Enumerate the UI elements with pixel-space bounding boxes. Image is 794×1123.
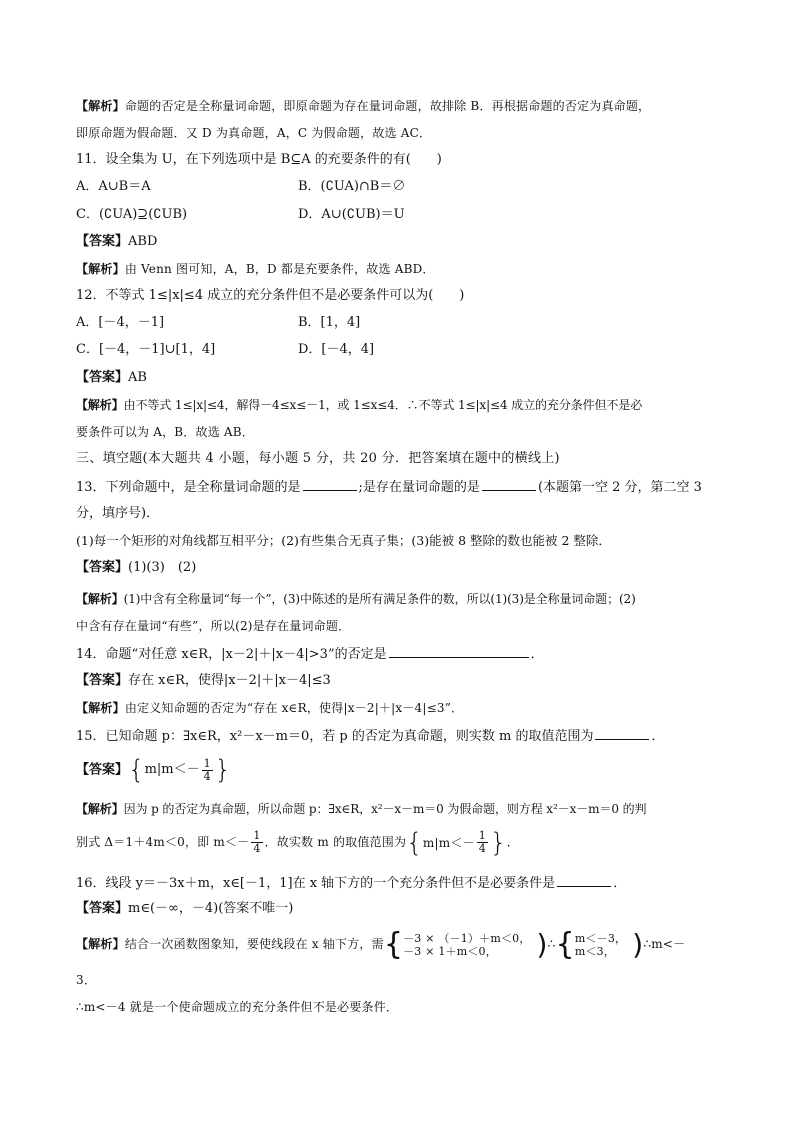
analysis-tag: 【解析】 xyxy=(76,701,125,715)
analysis-tag: 【解析】 xyxy=(76,262,125,276)
fraction: $\frac{1}{4}$ xyxy=(478,829,486,855)
q11-answer: 【答案】ABD xyxy=(76,234,158,249)
q13-answer: 【答案】(1)(3) (2) xyxy=(76,560,197,575)
answer-blank-2[interactable] xyxy=(482,477,536,491)
q15-answer xyxy=(76,752,736,788)
q10-analysis-line1: 【解析】命题的否定是全称量词命题，即原命题为存在量词命题，故排除 B．再根据命题的否定为真命题， xyxy=(76,99,651,113)
q15-analysis-line2: 别式 Δ＝1＋4m＜0，即 m＜－ $\frac{1}{4}$ ．故实数 m 的取值范围为 { m|m＜－ $\frac{1}{4}$ } ． xyxy=(76,824,736,860)
inequality-system-1: { －3 × （－1）＋m＜0， －3 × 1＋m＜0， ) xyxy=(383,926,548,962)
answer-blank[interactable] xyxy=(389,644,529,658)
q15-stem: 15．已知命题 p：∃x∈R，x²－x－m＝0，若 p 的否定为真命题，则实数 m 的取值范围为 ． xyxy=(76,726,736,746)
q12-stem: 12．不等式 1≤|x|≤4 成立的充分条件但不是必要条件可以为( ) xyxy=(76,288,465,303)
q16-analysis-line2: 3． xyxy=(76,973,97,987)
answer-set: { m|m＜－ $\frac{1}{4}$ } xyxy=(128,755,232,785)
q12-option-a: A．[－4，－1] xyxy=(76,315,165,330)
answer-tag: 【答案】 xyxy=(76,762,129,778)
analysis-tag: 【解析】 xyxy=(76,398,124,412)
q12-analysis-line1: 【解析】由不等式 1≤|x|≤4，解得－4≤x≤－1，或 1≤x≤4．∴不等式 1≤|x|≤4 成立的充分条件但不是必 xyxy=(76,398,643,412)
answer-blank-1[interactable] xyxy=(303,477,357,491)
q16-analysis-line1: 【解析】结合一次函数图象知，要使线段在 x 轴下方，需 { －3 × （－1）＋m＜0， －3 × 1＋m＜0， ) ∴ { m＜－3， m＜3， ) ∴m<－ xyxy=(76,926,686,962)
q10-analysis-line2: 即原命题为假命题．又 D 为真命题，A，C 为假命题，故选 AC． xyxy=(76,126,432,140)
answer-tag: 【答案】 xyxy=(76,901,129,916)
q12-option-c: C．[－4，－1]∪[1，4] xyxy=(76,342,216,357)
q12-answer: 【答案】AB xyxy=(76,370,147,385)
q16-analysis-line3: ∴m<－4 就是一个使命题成立的充分条件但不是必要条件． xyxy=(76,1000,399,1014)
q14-stem: 14．命题“对任意 x∈R，|x－2|＋|x－4|>3”的否定是 ． xyxy=(76,644,736,664)
q11-option-c: C．(∁UA)⊇(∁UB) xyxy=(76,207,188,222)
q13-stem-line1: 13．下列命题中，是全称量词命题的是 ;是存在量词命题的是 (本题第一空 2 分，第二空 3 xyxy=(76,477,736,497)
answer-set: { m|m＜－ $\frac{1}{4}$ } xyxy=(406,827,507,858)
q16-answer: 【答案】m∈(－∞，－4)(答案不唯一) xyxy=(76,901,294,916)
q13-analysis-line2: 中含有存在量词“有些”，所以(2)是存在量词命题． xyxy=(76,619,351,633)
q11-stem: 11．设全集为 U，在下列选项中是 B⊆A 的充要条件的有( ) xyxy=(76,152,442,167)
q11-analysis: 【解析】由 Venn 图可知，A，B，D 都是充要条件，故选 ABD． xyxy=(76,262,435,276)
answer-tag: 【答案】 xyxy=(76,673,129,688)
fraction: $\frac{1}{4}$ xyxy=(203,756,211,783)
analysis-tag: 【解析】 xyxy=(76,802,124,816)
fraction: $\frac{1}{4}$ xyxy=(253,829,261,855)
q14-answer: 【答案】存在 x∈R，使得|x－2|＋|x－4|≤3 xyxy=(76,673,331,688)
answer-blank[interactable] xyxy=(595,726,649,740)
q11-option-a: A．A∪B＝A xyxy=(76,179,151,194)
q12-option-b: B．[1，4] xyxy=(298,315,361,330)
answer-tag: 【答案】 xyxy=(76,234,129,249)
analysis-tag: 【解析】 xyxy=(76,937,125,951)
q16-stem: 16．线段 y＝－3x＋m，x∈[－1，1]在 x 轴下方的一个充分条件但不是必要条件是 ． xyxy=(76,873,736,893)
q13-items: (1)每一个矩形的对角线都互相平分；(2)有些集合无真子集；(3)能被 8 整除的数也能被 2 整除． xyxy=(76,533,611,548)
analysis-tag: 【解析】 xyxy=(76,99,125,113)
q12-option-d: D．[－4，4] xyxy=(298,342,375,357)
analysis-tag: 【解析】 xyxy=(76,592,124,606)
answer-tag: 【答案】 xyxy=(76,370,129,385)
inequality-system-2: { m＜－3， m＜3， ) xyxy=(555,926,644,962)
q14-analysis: 【解析】由定义知命题的否定为“存在 x∈R，使得|x－2|＋|x－4|≤3”． xyxy=(76,701,464,715)
section-title-fill-blank: 三、填空题(本大题共 4 小题，每小题 5 分，共 20 分．把答案填在题中的横线上) xyxy=(76,451,560,466)
q11-option-d: D．A∪(∁UB)＝U xyxy=(298,207,405,222)
q13-stem-line2: 分，填序号)． xyxy=(76,506,160,521)
answer-blank[interactable] xyxy=(557,873,611,887)
q15-analysis-line1: 【解析】因为 p 的否定为真命题，所以命题 p：∃x∈R，x²－x－m＝0 为假命题，则方程 x²－x－m＝0 的判 xyxy=(76,802,647,816)
q12-analysis-line2: 要条件可以为 A，B．故选 AB． xyxy=(76,425,254,439)
answer-tag: 【答案】 xyxy=(76,560,129,575)
q13-analysis-line1: 【解析】(1)中含有全称量词“每一个”，(3)中陈述的是所有满足条件的数，所以(1)(3)是全称量词命题；(2) xyxy=(76,592,636,606)
q11-option-b: B．(∁UA)∩B＝∅ xyxy=(298,179,406,194)
